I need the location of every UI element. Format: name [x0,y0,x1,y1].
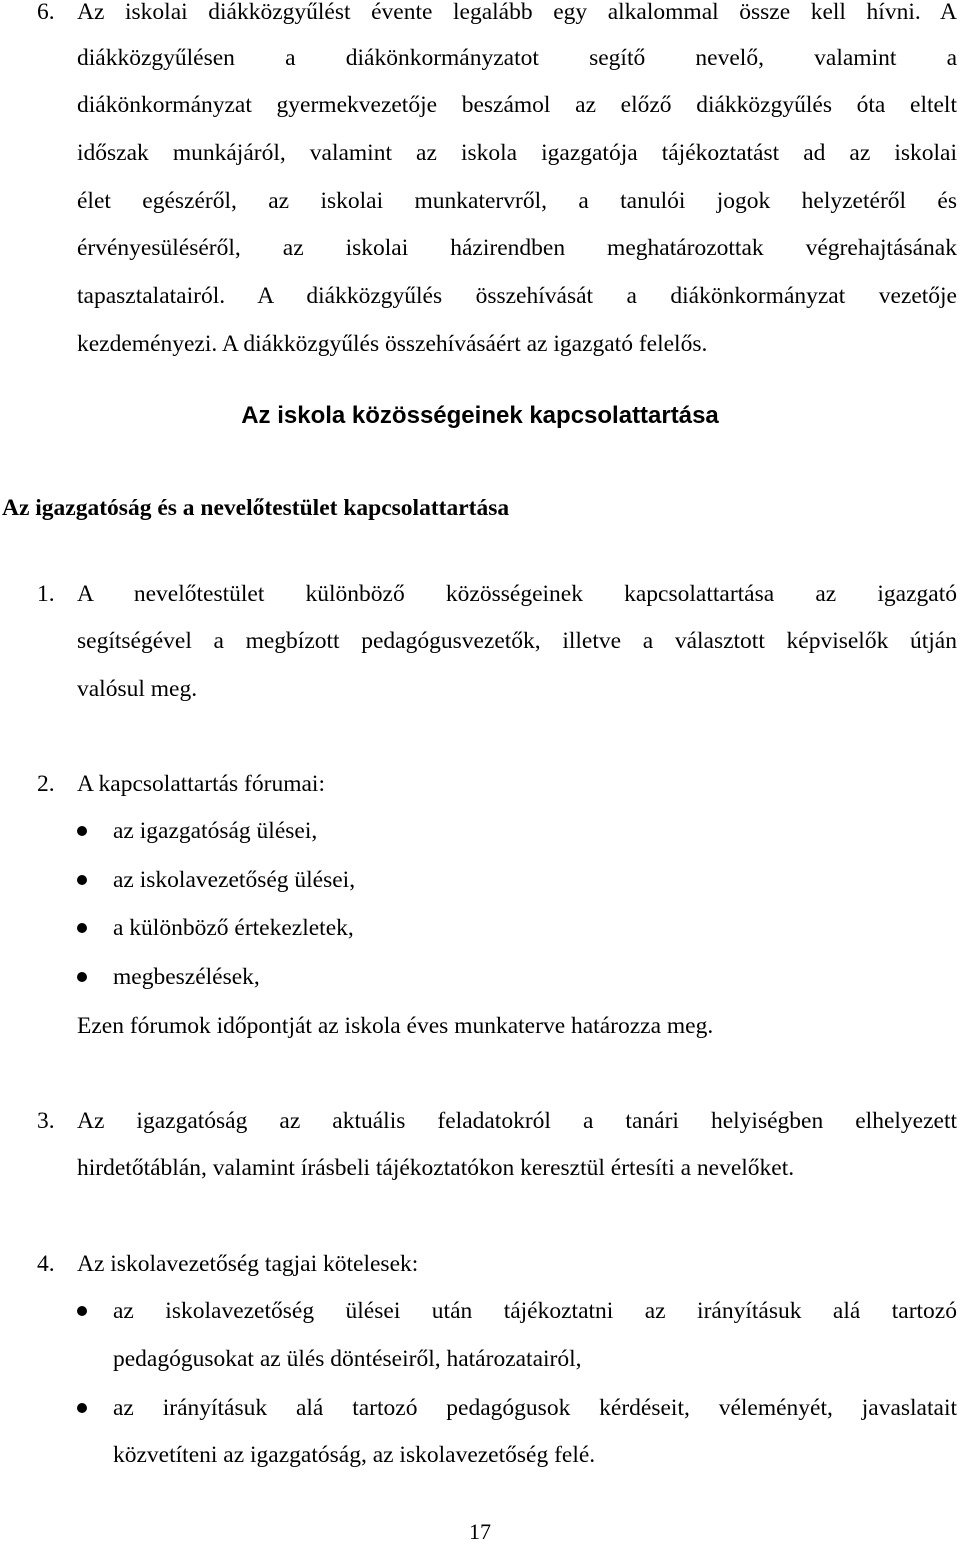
bullet-icon [77,875,87,885]
item-4-bullet-line: pedagógusokat az ülés döntéseiről, határozatairól, [113,1346,582,1372]
item-3-line: hirdetőtáblán, valamint írásbeli tájékoztatókon keresztül értesíti a nevelőket. [77,1155,795,1181]
item-2-closing: Ezen fórumok időpontját az iskola éves munkaterve határozza meg. [77,1013,714,1039]
item-6-number: 6. [37,0,55,25]
item-3-line: Az igazgatóság az aktuális feladatokról a tanári helyiségben elhelyezett [77,1108,957,1134]
item-6-line: tapasztalatairól. A diákközgyűlés összehívását a diákönkormányzat vezetője [77,283,957,309]
item-2-bullet-text: az iskolavezetőség ülései, [113,867,356,893]
item-2-bullet-text: a különböző értekezletek, [113,915,354,941]
item-3-number: 3. [37,1108,55,1134]
section-title: Az iskola közösségeinek kapcsolattartása [241,402,719,429]
item-6-line: diákönkormányzat gyermekvezetője beszámol az előző diákközgyűlés óta eltelt [77,92,957,118]
item-2-bullet-text: megbeszélések, [113,964,260,990]
item-2-bullet-text: az igazgatóság ülései, [113,818,318,844]
item-1-line: A nevelőtestület különböző közösségeinek kapcsolattartása az igazgató [77,581,957,607]
item-1-number: 1. [37,581,55,607]
bullet-icon [77,826,87,836]
item-1-line: valósul meg. [77,676,198,702]
item-4-bullet-line: közvetíteni az igazgatóság, az iskolavezetőség felé. [113,1442,596,1468]
bullet-icon [77,972,87,982]
item-1-line: segítségével a megbízott pedagógusvezetők, illetve a választott képviselők útján [77,628,957,654]
item-6-line: érvényesüléséről, az iskolai házirendben meghatározottak végrehajtásának [77,235,957,261]
item-6-line: kezdeményezi. A diákközgyűlés összehívásáért az igazgató felelős. [77,331,708,357]
bullet-icon [77,923,87,933]
item-2-intro: A kapcsolattartás fórumai: [77,771,325,797]
item-4-intro: Az iskolavezetőség tagjai kötelesek: [77,1251,419,1277]
page-number: 17 [469,1519,491,1544]
item-4-bullet-line: az irányításuk alá tartozó pedagógusok kérdéseit, véleményét, javaslatait [113,1395,957,1421]
item-6-line: élet egészéről, az iskolai munkatervről, a tanulói jogok helyzetéről és [77,188,957,214]
item-4-bullet-line: az iskolavezetőség ülései után tájékoztatni az irányításuk alá tartozó [113,1298,957,1324]
subsection-title: Az igazgatóság és a nevelőtestület kapcsolattartása [2,495,510,521]
item-4-number: 4. [37,1251,55,1277]
bullet-icon [77,1306,87,1316]
item-6-line: időszak munkájáról, valamint az iskola igazgatója tájékoztatást ad az iskolai [77,140,957,166]
item-6-line: Az iskolai diákközgyűlést évente legalább egy alkalommal össze kell hívni. A [77,0,957,25]
bullet-icon [77,1403,87,1413]
item-6-line: diákközgyűlésen a diákönkormányzatot segítő nevelő, valamint a [77,45,957,71]
item-2-number: 2. [37,771,55,797]
